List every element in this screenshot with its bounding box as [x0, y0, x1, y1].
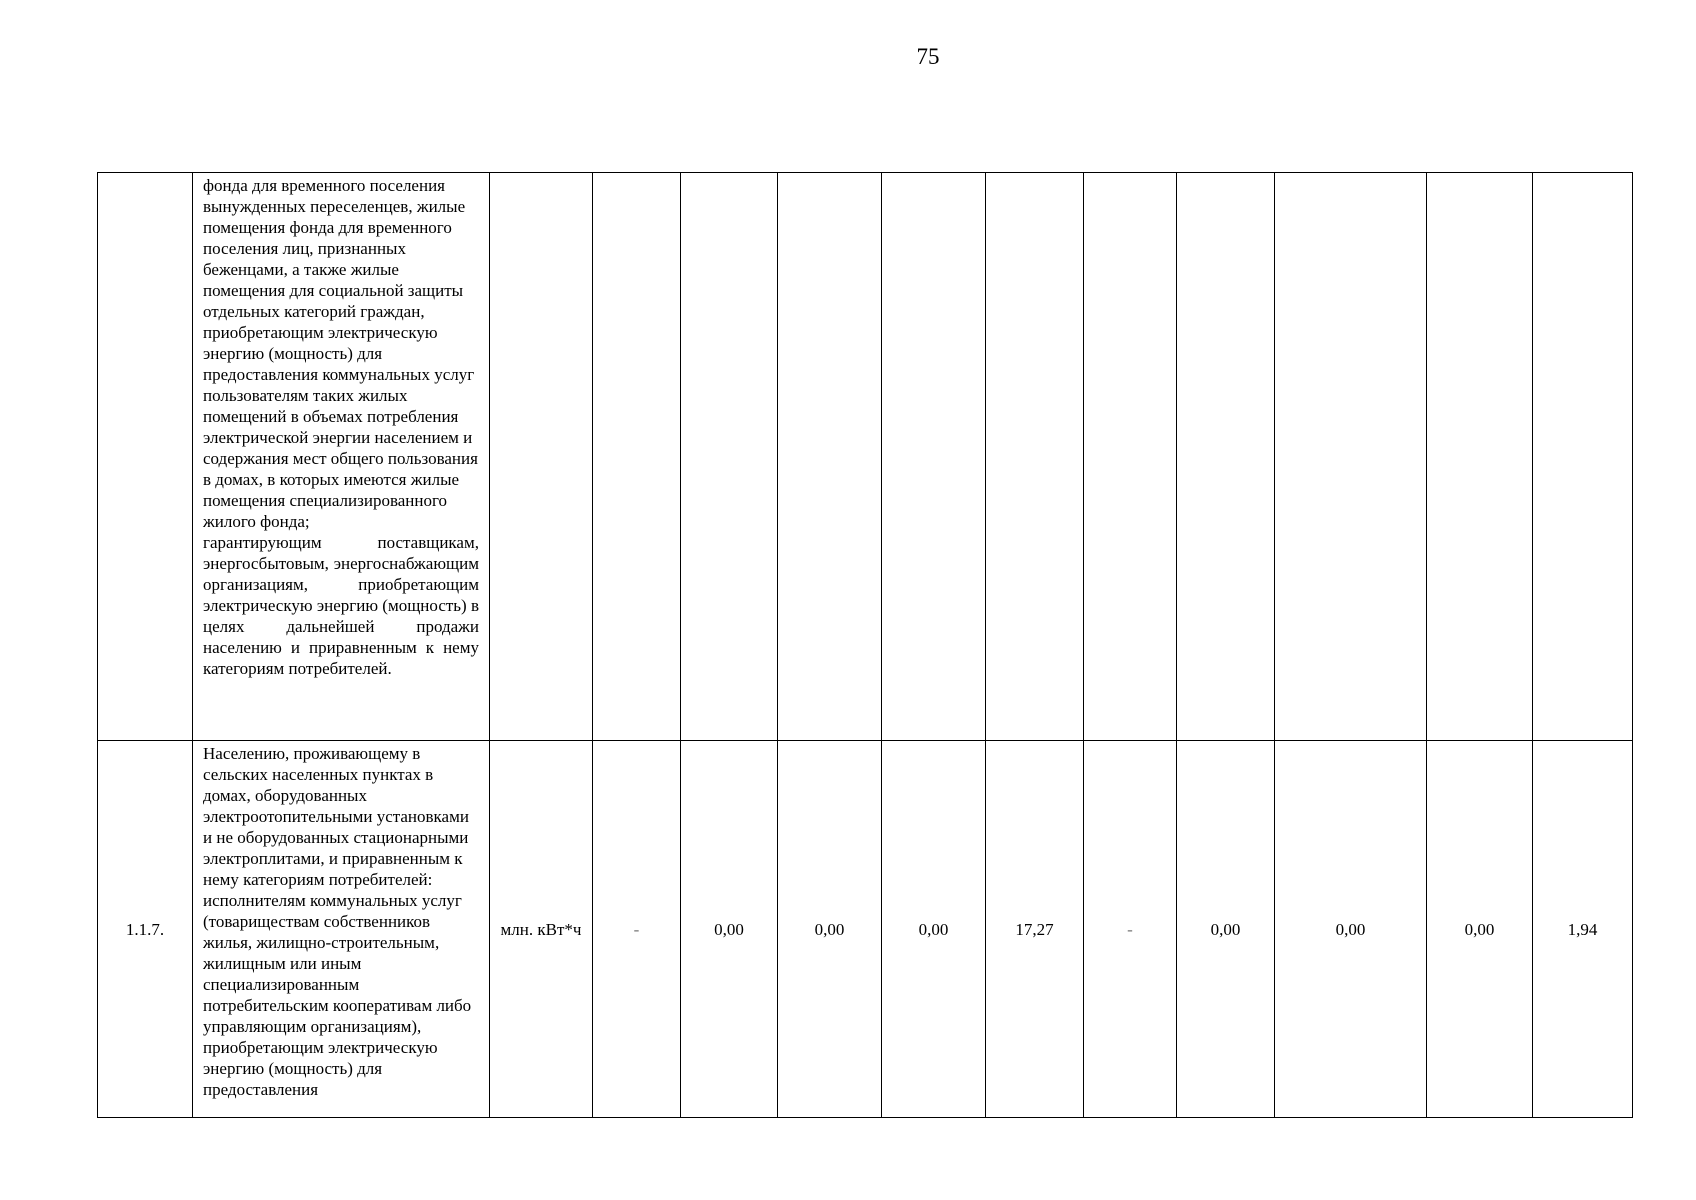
value-cell [1274, 172, 1426, 740]
value-cell [1426, 172, 1532, 740]
description-cell [192, 172, 489, 740]
value-cell: 0,00 [881, 740, 985, 1118]
value-cell [881, 172, 985, 740]
value-cell: 0,00 [1426, 740, 1532, 1118]
table-row [97, 172, 1633, 740]
unit-cell: млн. кВт*ч [489, 740, 592, 1118]
value-cell: 0,00 [680, 740, 777, 1118]
unit-cell [489, 172, 592, 740]
value-cell [1083, 172, 1176, 740]
value-cell: 17,27 [985, 740, 1083, 1118]
table-row [97, 740, 1633, 1118]
description-paragraph: исполнителям коммунальных услуг (товариществам собственников жилья, жилищно-строительным, жилищным или иным специализированным потребительским кооперативам либо управляющим организациям), приобретающим электрическую энергию (мощность) для предоставления [203, 891, 472, 1099]
value-cell [1532, 172, 1633, 740]
description-cell [192, 740, 489, 1118]
value-cell [777, 172, 881, 740]
value-cell: - [592, 740, 680, 1118]
value-cell: - [1083, 740, 1176, 1118]
value-cell: 1,94 [1532, 740, 1633, 1118]
description-paragraph: Населению, проживающему в сельских населенных пунктах в домах, оборудованных электроотопительными установками и не оборудованных стационарными электроплитами, и приравненным к нему категориям потребителей: [203, 744, 469, 889]
value-cell: 0,00 [1274, 740, 1426, 1118]
row-number-cell: 1.1.7. [97, 740, 192, 1118]
description-paragraph: фонда для временного поселения вынужденных переселенцев, жилые помещения фонда для временного поселения лиц, признанных беженцами, а также жилые помещения для социальной защиты отдельных категорий граждан, приобретающим электрическую энергию (мощность) для предоставления коммунальных услуг пользователям таких жилых помещений в объемах потребления электрической энергии населением и содержания мест общего пользования в домах, в которых имеются жилые помещения специализированного жилого фонда; [203, 176, 478, 531]
value-cell [985, 172, 1083, 740]
value-cell: 0,00 [777, 740, 881, 1118]
description-paragraph: гарантирующим поставщикам, энергосбытовым, энергоснабжающим организациям, приобретающим электрическую энергию (мощность) в целях дальнейшей продажи населению и приравненным к нему категориям потребителей. [203, 533, 479, 678]
data-table [97, 172, 1633, 1118]
value-cell [1176, 172, 1274, 740]
value-cell [592, 172, 680, 740]
value-cell [680, 172, 777, 740]
row-number-cell [97, 172, 192, 740]
page-number: 75 [916, 44, 940, 69]
value-cell: 0,00 [1176, 740, 1274, 1118]
